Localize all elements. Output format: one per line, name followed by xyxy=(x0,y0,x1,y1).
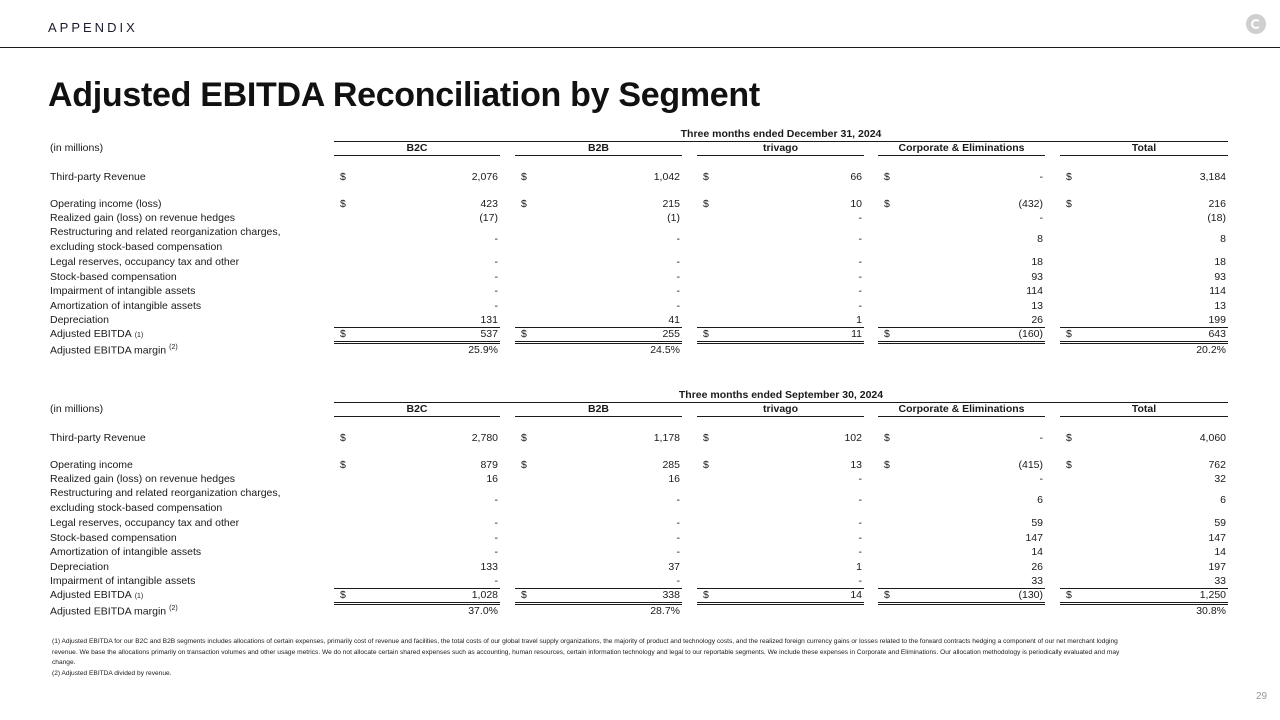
row-label-text: Impairment of intangible assets xyxy=(50,285,196,297)
footnote-1: (1) Adjusted EBITDA for our B2C and B2B segments includes allocations of certain expenses, primarily cost of revenue and facilities, the total costs of our global travel supply organizations, the majority of product and technology costs, and the realized foreign currency gains or losses related to the forward contracts hedging a component of our net merchant lodging revenue. We base the allocations primarily on transaction volumes and other usage metrics. We do not allocate certain shared expenses such as accounting, human resources, certain information technology and legal to our reportable segments. We include these expenses in Corporate and Eliminations. Our allocation methodology is periodically evaluated and may change. xyxy=(52,638,1120,666)
cell-value: - xyxy=(676,256,680,268)
cell-value: - xyxy=(494,233,498,245)
cell-value: 1,250 xyxy=(1199,589,1226,601)
cell-value: 93 xyxy=(1031,271,1043,283)
cell-value: 18 xyxy=(1214,256,1226,268)
cell-value: - xyxy=(858,256,862,268)
cell-value: (1) xyxy=(667,212,680,224)
cell-value: - xyxy=(1039,212,1043,224)
cell-value: - xyxy=(494,546,498,558)
row-label-text: Adjusted EBITDA xyxy=(50,328,132,340)
subtotal-rule xyxy=(1060,327,1228,328)
cell-value: 37 xyxy=(668,561,680,573)
cell-value: 28.7% xyxy=(650,605,680,617)
cell-value: - xyxy=(858,494,862,506)
cell-value: 643 xyxy=(1208,328,1226,340)
total-rule xyxy=(697,341,864,342)
cell-value: 102 xyxy=(844,432,862,444)
table-row xyxy=(48,256,1228,270)
currency-symbol: $ xyxy=(1066,328,1072,340)
cell-value: 26 xyxy=(1031,314,1043,326)
currency-symbol: $ xyxy=(1066,459,1072,471)
cell-value: - xyxy=(494,517,498,529)
cell-value: - xyxy=(676,575,680,587)
table-row xyxy=(48,459,1228,473)
total-rule xyxy=(1060,341,1228,342)
row-label xyxy=(50,459,133,471)
currency-symbol: $ xyxy=(884,459,890,471)
row-label xyxy=(50,328,143,340)
cell-value: 25.9% xyxy=(468,344,498,356)
row-label xyxy=(50,314,109,326)
cell-value: 4,060 xyxy=(1199,432,1226,444)
cell-value: 762 xyxy=(1208,459,1226,471)
cell-value: - xyxy=(676,285,680,297)
table-row xyxy=(48,314,1228,328)
subtotal-rule xyxy=(878,588,1045,589)
row-label-text: Legal reserves, occupancy tax and other xyxy=(50,256,240,268)
subtotal-rule xyxy=(878,327,1045,328)
column-header: B2C xyxy=(406,403,428,415)
subtotal-rule xyxy=(697,327,864,328)
subtotal-rule xyxy=(515,588,682,589)
cell-value: 114 xyxy=(1209,285,1226,297)
currency-symbol: $ xyxy=(521,171,527,183)
cell-value: - xyxy=(858,271,862,283)
subtotal-rule xyxy=(334,327,500,328)
cell-value: - xyxy=(1039,473,1043,485)
cell-value: 199 xyxy=(1208,314,1226,326)
row-label-text: Stock-based compensation xyxy=(50,532,177,544)
row-label-text: Restructuring and related reorganization charges, xyxy=(50,487,281,499)
table-row xyxy=(48,473,1228,487)
currency-symbol: $ xyxy=(884,328,890,340)
column-header: Total xyxy=(1131,142,1157,154)
cell-value: 1 xyxy=(856,561,862,573)
row-label-text: Stock-based compensation xyxy=(50,271,177,283)
table-row xyxy=(48,487,1228,514)
row-label xyxy=(50,575,195,587)
row-label-text: Adjusted EBITDA margin xyxy=(50,605,167,618)
row-label-text-line2: excluding stock-based compensation xyxy=(50,240,223,253)
subtotal-rule xyxy=(1060,588,1228,589)
currency-symbol: $ xyxy=(340,328,346,340)
cell-value: (432) xyxy=(1018,198,1043,210)
cell-value: 1,178 xyxy=(653,432,680,444)
cell-value: - xyxy=(858,285,862,297)
cell-value: - xyxy=(858,233,862,245)
row-label-text: Adjusted EBITDA margin xyxy=(50,344,167,357)
cell-value: 1,028 xyxy=(471,589,498,601)
period-heading: Three months ended September 30, 2024 xyxy=(678,389,884,401)
column-header-underline xyxy=(515,155,682,156)
total-rule xyxy=(334,602,500,603)
cell-value: (160) xyxy=(1018,328,1043,340)
table-row xyxy=(48,171,1228,185)
subtotal-rule xyxy=(697,588,864,589)
cell-value: (415) xyxy=(1018,459,1043,471)
cell-value: 66 xyxy=(850,171,862,183)
cell-value: - xyxy=(1039,432,1043,444)
currency-symbol: $ xyxy=(884,171,890,183)
column-header-underline xyxy=(697,155,864,156)
currency-symbol: $ xyxy=(1066,432,1072,444)
cell-value: - xyxy=(676,271,680,283)
footnote-marker: (2) xyxy=(169,605,178,612)
currency-symbol: $ xyxy=(340,589,346,601)
column-header-underline xyxy=(515,416,682,417)
row-label xyxy=(50,225,281,254)
cell-value: - xyxy=(494,532,498,544)
column-header: trivago xyxy=(762,142,798,154)
cell-value: - xyxy=(858,473,862,485)
cell-value: 285 xyxy=(662,459,680,471)
cell-value: - xyxy=(858,517,862,529)
cell-value: 20.2% xyxy=(1196,344,1226,356)
cell-value: 338 xyxy=(662,589,680,601)
period-heading: Three months ended December 31, 2024 xyxy=(680,128,882,140)
cell-value: - xyxy=(494,494,498,506)
cell-value: 423 xyxy=(480,198,498,210)
total-rule xyxy=(515,341,682,342)
cell-value: 30.8% xyxy=(1196,605,1226,617)
cell-value: 255 xyxy=(662,328,680,340)
cell-value: 16 xyxy=(486,473,498,485)
cell-value: - xyxy=(858,575,862,587)
currency-symbol: $ xyxy=(884,432,890,444)
cell-value: (130) xyxy=(1018,589,1043,601)
cell-value: 1,042 xyxy=(653,171,680,183)
cell-value: 14 xyxy=(1214,546,1226,558)
cell-value: - xyxy=(676,532,680,544)
total-rule xyxy=(334,341,500,342)
currency-symbol: $ xyxy=(703,459,709,471)
cell-value: 133 xyxy=(480,561,498,573)
table-row xyxy=(48,271,1228,285)
row-label-text: Depreciation xyxy=(50,314,109,326)
column-header-underline xyxy=(1060,155,1228,156)
row-label-text: Third-party Revenue xyxy=(50,171,146,183)
table-row xyxy=(48,575,1228,589)
column-header-underline xyxy=(697,416,864,417)
currency-symbol: $ xyxy=(521,589,527,601)
units-label: (in millions) xyxy=(50,142,104,154)
cell-value: (18) xyxy=(1207,212,1226,224)
footnote-2: (2) Adjusted EBITDA divided by revenue. xyxy=(52,669,172,677)
cell-value: 147 xyxy=(1208,532,1226,544)
row-label xyxy=(50,198,161,210)
currency-symbol: $ xyxy=(1066,171,1072,183)
cell-value: 10 xyxy=(850,198,862,210)
cell-value: 14 xyxy=(1031,546,1043,558)
table-row xyxy=(48,198,1228,212)
table-row xyxy=(48,561,1228,575)
cell-value: - xyxy=(676,300,680,312)
currency-symbol: $ xyxy=(1066,198,1072,210)
footnotes xyxy=(52,637,1132,679)
row-label xyxy=(50,532,177,544)
currency-symbol: $ xyxy=(703,589,709,601)
cell-value: 18 xyxy=(1031,256,1043,268)
currency-symbol: $ xyxy=(340,198,346,210)
cell-value: - xyxy=(676,517,680,529)
row-label xyxy=(50,344,178,357)
row-label-text: Operating income (loss) xyxy=(50,198,162,210)
row-label xyxy=(50,171,146,183)
cell-value: - xyxy=(676,233,680,245)
column-header: trivago xyxy=(762,403,798,415)
cell-value: 2,780 xyxy=(471,432,498,444)
currency-symbol: $ xyxy=(521,328,527,340)
page-title: Adjusted EBITDA Reconciliation by Segment xyxy=(48,76,760,114)
table-row xyxy=(48,226,1228,253)
column-header: Corporate & Eliminations xyxy=(898,403,1025,415)
column-header: Corporate & Eliminations xyxy=(898,142,1025,154)
currency-symbol: $ xyxy=(340,171,346,183)
cell-value: - xyxy=(858,532,862,544)
row-label-text: Operating income xyxy=(50,459,133,471)
currency-symbol: $ xyxy=(703,198,709,210)
table-row xyxy=(48,546,1228,560)
row-label-text: Amortization of intangible assets xyxy=(50,546,202,558)
footnote-marker: (1) xyxy=(134,332,144,339)
total-rule xyxy=(878,602,1045,603)
row-label xyxy=(50,486,281,515)
row-label xyxy=(50,561,109,573)
cell-value: 13 xyxy=(1214,300,1226,312)
cell-value: 2,076 xyxy=(471,171,498,183)
cell-value: - xyxy=(1039,171,1043,183)
total-rule xyxy=(1060,602,1228,603)
table-row xyxy=(48,300,1228,314)
cell-value: - xyxy=(494,256,498,268)
cell-value: 8 xyxy=(1037,233,1043,245)
cell-value: - xyxy=(676,494,680,506)
cell-value: 3,184 xyxy=(1199,171,1226,183)
total-rule xyxy=(697,602,864,603)
row-label-text: Amortization of intangible assets xyxy=(50,300,202,312)
column-header: B2C xyxy=(406,142,428,154)
row-label-text: Third-party Revenue xyxy=(50,432,146,444)
row-label-text: Legal reserves, occupancy tax and other xyxy=(50,517,240,529)
row-label-text: Restructuring and related reorganization charges, xyxy=(50,226,281,238)
column-header: B2B xyxy=(587,403,609,415)
row-label xyxy=(50,432,146,444)
cell-value: 197 xyxy=(1208,561,1226,573)
row-label xyxy=(50,256,239,268)
cell-value: 114 xyxy=(1026,285,1043,297)
column-header-underline xyxy=(1060,416,1228,417)
row-label xyxy=(50,546,201,558)
cell-value: (17) xyxy=(479,212,498,224)
cell-value: 1 xyxy=(856,314,862,326)
cell-value: 26 xyxy=(1031,561,1043,573)
cell-value: 13 xyxy=(850,459,862,471)
cell-value: 11 xyxy=(851,328,862,340)
currency-symbol: $ xyxy=(521,198,527,210)
cell-value: 37.0% xyxy=(468,605,498,617)
cell-value: - xyxy=(858,300,862,312)
subtotal-rule xyxy=(515,327,682,328)
footnote-marker: (2) xyxy=(169,344,178,351)
currency-symbol: $ xyxy=(703,328,709,340)
column-header-underline xyxy=(334,155,500,156)
row-label xyxy=(50,473,235,485)
row-label-text: Adjusted EBITDA xyxy=(50,589,132,601)
row-label-text: Impairment of intangible assets xyxy=(50,575,196,587)
currency-symbol: $ xyxy=(521,459,527,471)
cell-value: 147 xyxy=(1025,532,1043,544)
table-row xyxy=(48,344,1228,358)
cell-value: 33 xyxy=(1214,575,1226,587)
subtotal-rule xyxy=(334,588,500,589)
column-header-underline xyxy=(334,416,500,417)
cell-value: 16 xyxy=(668,473,680,485)
brand-logo-icon xyxy=(1246,14,1266,34)
currency-symbol: $ xyxy=(340,459,346,471)
cell-value: 13 xyxy=(1031,300,1043,312)
cell-value: 59 xyxy=(1214,517,1226,529)
currency-symbol: $ xyxy=(1066,589,1072,601)
row-label xyxy=(50,271,177,283)
cell-value: 93 xyxy=(1214,271,1226,283)
currency-symbol: $ xyxy=(703,171,709,183)
cell-value: - xyxy=(494,575,498,587)
column-header-underline xyxy=(878,416,1045,417)
cell-value: - xyxy=(494,300,498,312)
table-row xyxy=(48,328,1228,342)
row-label-text: Realized gain (loss) on revenue hedges xyxy=(50,473,236,485)
table-row xyxy=(48,517,1228,531)
units-label: (in millions) xyxy=(50,403,104,415)
cell-value: 6 xyxy=(1037,494,1043,506)
page-number: 29 xyxy=(1256,691,1268,702)
column-header: B2B xyxy=(587,142,609,154)
currency-symbol: $ xyxy=(340,432,346,444)
column-header-underline xyxy=(878,155,1045,156)
cell-value: 14 xyxy=(850,589,862,601)
cell-value: 32 xyxy=(1214,473,1226,485)
cell-value: - xyxy=(494,285,498,297)
cell-value: 216 xyxy=(1208,198,1226,210)
row-label xyxy=(50,517,239,529)
currency-symbol: $ xyxy=(703,432,709,444)
section-label: APPENDIX xyxy=(48,20,138,35)
cell-value: 879 xyxy=(480,459,498,471)
total-rule xyxy=(515,602,682,603)
cell-value: 6 xyxy=(1220,494,1226,506)
row-label xyxy=(50,300,201,312)
row-label xyxy=(50,212,235,224)
table-row xyxy=(48,532,1228,546)
table-row xyxy=(48,605,1228,619)
cell-value: 215 xyxy=(662,198,680,210)
row-label-text: Realized gain (loss) on revenue hedges xyxy=(50,212,236,224)
table-row xyxy=(48,589,1228,603)
cell-value: 41 xyxy=(668,314,680,326)
cell-value: 131 xyxy=(480,314,498,326)
total-rule xyxy=(878,341,1045,342)
cell-value: - xyxy=(858,546,862,558)
currency-symbol: $ xyxy=(884,589,890,601)
cell-value: - xyxy=(858,212,862,224)
currency-symbol: $ xyxy=(521,432,527,444)
cell-value: 537 xyxy=(480,328,498,340)
row-label-text-line2: excluding stock-based compensation xyxy=(50,501,223,514)
cell-value: 33 xyxy=(1031,575,1043,587)
row-label xyxy=(50,605,178,618)
cell-value: - xyxy=(494,271,498,283)
cell-value: 59 xyxy=(1031,517,1043,529)
cell-value: 8 xyxy=(1220,233,1226,245)
cell-value: - xyxy=(676,546,680,558)
column-header: Total xyxy=(1131,403,1157,415)
header-bar xyxy=(0,0,1280,48)
row-label xyxy=(50,589,143,601)
row-label xyxy=(50,285,195,297)
table-row xyxy=(48,432,1228,446)
table-row xyxy=(48,212,1228,226)
footnote-marker: (1) xyxy=(134,593,144,600)
currency-symbol: $ xyxy=(884,198,890,210)
table-row xyxy=(48,285,1228,299)
cell-value: 24.5% xyxy=(650,344,680,356)
row-label-text: Depreciation xyxy=(50,561,109,573)
